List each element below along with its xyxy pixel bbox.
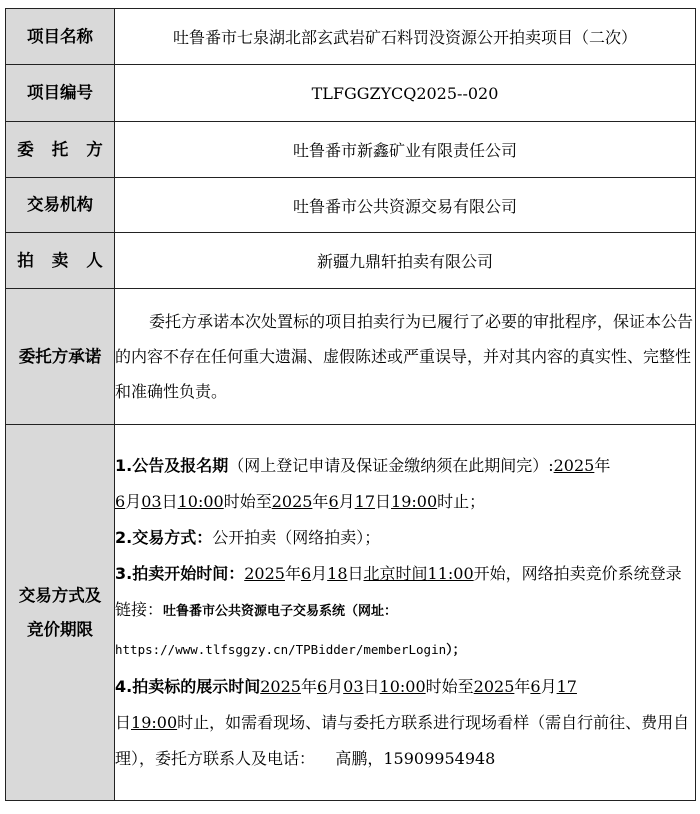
item1-start-year: 2025 [553, 455, 595, 475]
row-trading-method [6, 425, 696, 801]
item1-end-year: 2025 [271, 491, 313, 511]
item4-text-after: 时止，如需看现场、请与委托方联系进行现场看样（需自行前往、费用自理），委托方联系人及电话： [115, 713, 690, 769]
label-auctioneer [6, 233, 121, 289]
item1-day-char-2: 日 [375, 491, 392, 511]
row-trading-agency [6, 178, 696, 233]
item1-end-month: 6 [328, 491, 339, 511]
item1-end-day: 17 [354, 491, 375, 511]
row-consignor [6, 122, 696, 178]
item4-day-char-2: 日 [115, 713, 132, 732]
label-consignor [6, 122, 121, 178]
item1-start-day: 03 [141, 491, 162, 511]
value-trading-method [115, 425, 696, 801]
value-trading-agency: 吐鲁番市公共资源交易有限公司 [115, 178, 696, 233]
label-commitment-text: 委托方承诺 [18, 346, 102, 366]
item1-end-time: 19:00 [391, 491, 438, 511]
item3-url-end: ）； [446, 642, 466, 658]
commitment-text: 委托方承诺本次处置标的项目拍卖行为已履行了必要的审批程序，保证本公告的内容不存在任何重大遗漏、虚假陈述或严重误导，并对其内容的真实性、完整性和准确性负责。 [115, 312, 694, 401]
item3-text-after: 开始，网络拍卖竞价系统登录链接： [115, 564, 682, 620]
value-consignor: 吐鲁番市新鑫矿业有限责任公司 [115, 122, 696, 178]
project-info-table [5, 8, 696, 801]
label-trading-agency-text: 交易机构 [27, 195, 93, 214]
item4-heading: 4.拍卖标的展示时间 [115, 676, 261, 696]
item3-url-link[interactable]: https://www.tlfsggzy.cn/TPBidder/memberLogin [115, 641, 447, 657]
row-commitment [6, 289, 696, 425]
item4-month-char: 月 [327, 676, 344, 696]
item3-beijing: 北京时间 [363, 564, 428, 584]
value-commitment [115, 289, 696, 425]
item1-day-char: 日 [161, 491, 178, 511]
label-trading-method-line1: 交易方式及 [18, 585, 102, 605]
item1-year-char-2: 年 [312, 491, 329, 511]
label-project-number-text: 项目编号 [27, 83, 93, 102]
item3-year: 2025 [244, 564, 285, 584]
label-consignor-text: 委托方 [17, 139, 121, 159]
item4-start-suffix: 时始至 [425, 676, 474, 696]
item4-start-time: 10:00 [379, 676, 426, 696]
label-commitment [6, 289, 115, 425]
item1-end-suffix: 时止； [437, 491, 486, 511]
item2-heading: 2.交易方式： [115, 527, 213, 547]
item3-time: 11:00 [427, 564, 474, 584]
label-trading-agency [6, 178, 115, 233]
row-project-name [6, 9, 696, 65]
item1-note: （网上登记申请及保证金缴纳须在此期间完）: [228, 455, 554, 475]
item1-month-char: 月 [125, 491, 142, 511]
item4-end-day: 17 [556, 676, 577, 696]
item4-year-char: 年 [300, 676, 317, 696]
item4-day-char: 日 [363, 676, 380, 696]
item3-day: 18 [327, 564, 348, 584]
item4-end-year: 2025 [473, 676, 515, 696]
item1-month-char-2: 月 [338, 491, 355, 511]
item1-start-suffix: 时始至 [223, 491, 272, 511]
row-auctioneer [6, 233, 696, 289]
item4-end-time: 19:00 [131, 713, 178, 732]
item4-end-month: 6 [530, 676, 541, 696]
value-project-name: 吐鲁番市七泉湖北部玄武岩矿石料罚没资源公开拍卖项目（二次） [115, 9, 696, 65]
item4-start-day: 03 [343, 676, 364, 696]
label-project-name-text: 项目名称 [27, 26, 93, 46]
item3-system-label: 吐鲁番市公共资源电子交易系统（网址： [163, 604, 398, 620]
label-trading-method-line2: 竞价期限 [27, 619, 93, 639]
item3-month-char: 月 [311, 564, 328, 584]
label-trading-method [6, 425, 115, 801]
item1-start-month: 6 [115, 491, 126, 511]
item1-year-char: 年 [594, 455, 611, 475]
item3-heading: 3.拍卖开始时间： [115, 564, 245, 584]
value-project-number: TLFGGZYCQ2025--020 [115, 65, 696, 122]
row-project-number [6, 65, 696, 122]
item3-day-char: 日 [347, 564, 364, 584]
item4-contact-phone: 15909954948 [383, 749, 496, 769]
item4-start-year: 2025 [260, 676, 301, 696]
item1-heading: 1.公告及报名期 [115, 455, 229, 475]
label-auctioneer-text: 拍卖人 [17, 250, 121, 270]
item4-contact-name: 高鹏， [335, 749, 384, 769]
item3-month: 6 [300, 564, 312, 584]
item3-year-char: 年 [284, 564, 301, 584]
label-project-name [6, 9, 115, 65]
item4-month-char-2: 月 [540, 676, 557, 696]
item4-start-month: 6 [316, 676, 328, 696]
item4-year-char-2: 年 [514, 676, 531, 696]
item2-text: 公开拍卖（网络拍卖）； [212, 527, 381, 547]
item1-start-time: 10:00 [177, 491, 224, 511]
value-auctioneer: 新疆九鼎轩拍卖有限公司 [115, 233, 696, 289]
label-project-number [6, 65, 115, 122]
